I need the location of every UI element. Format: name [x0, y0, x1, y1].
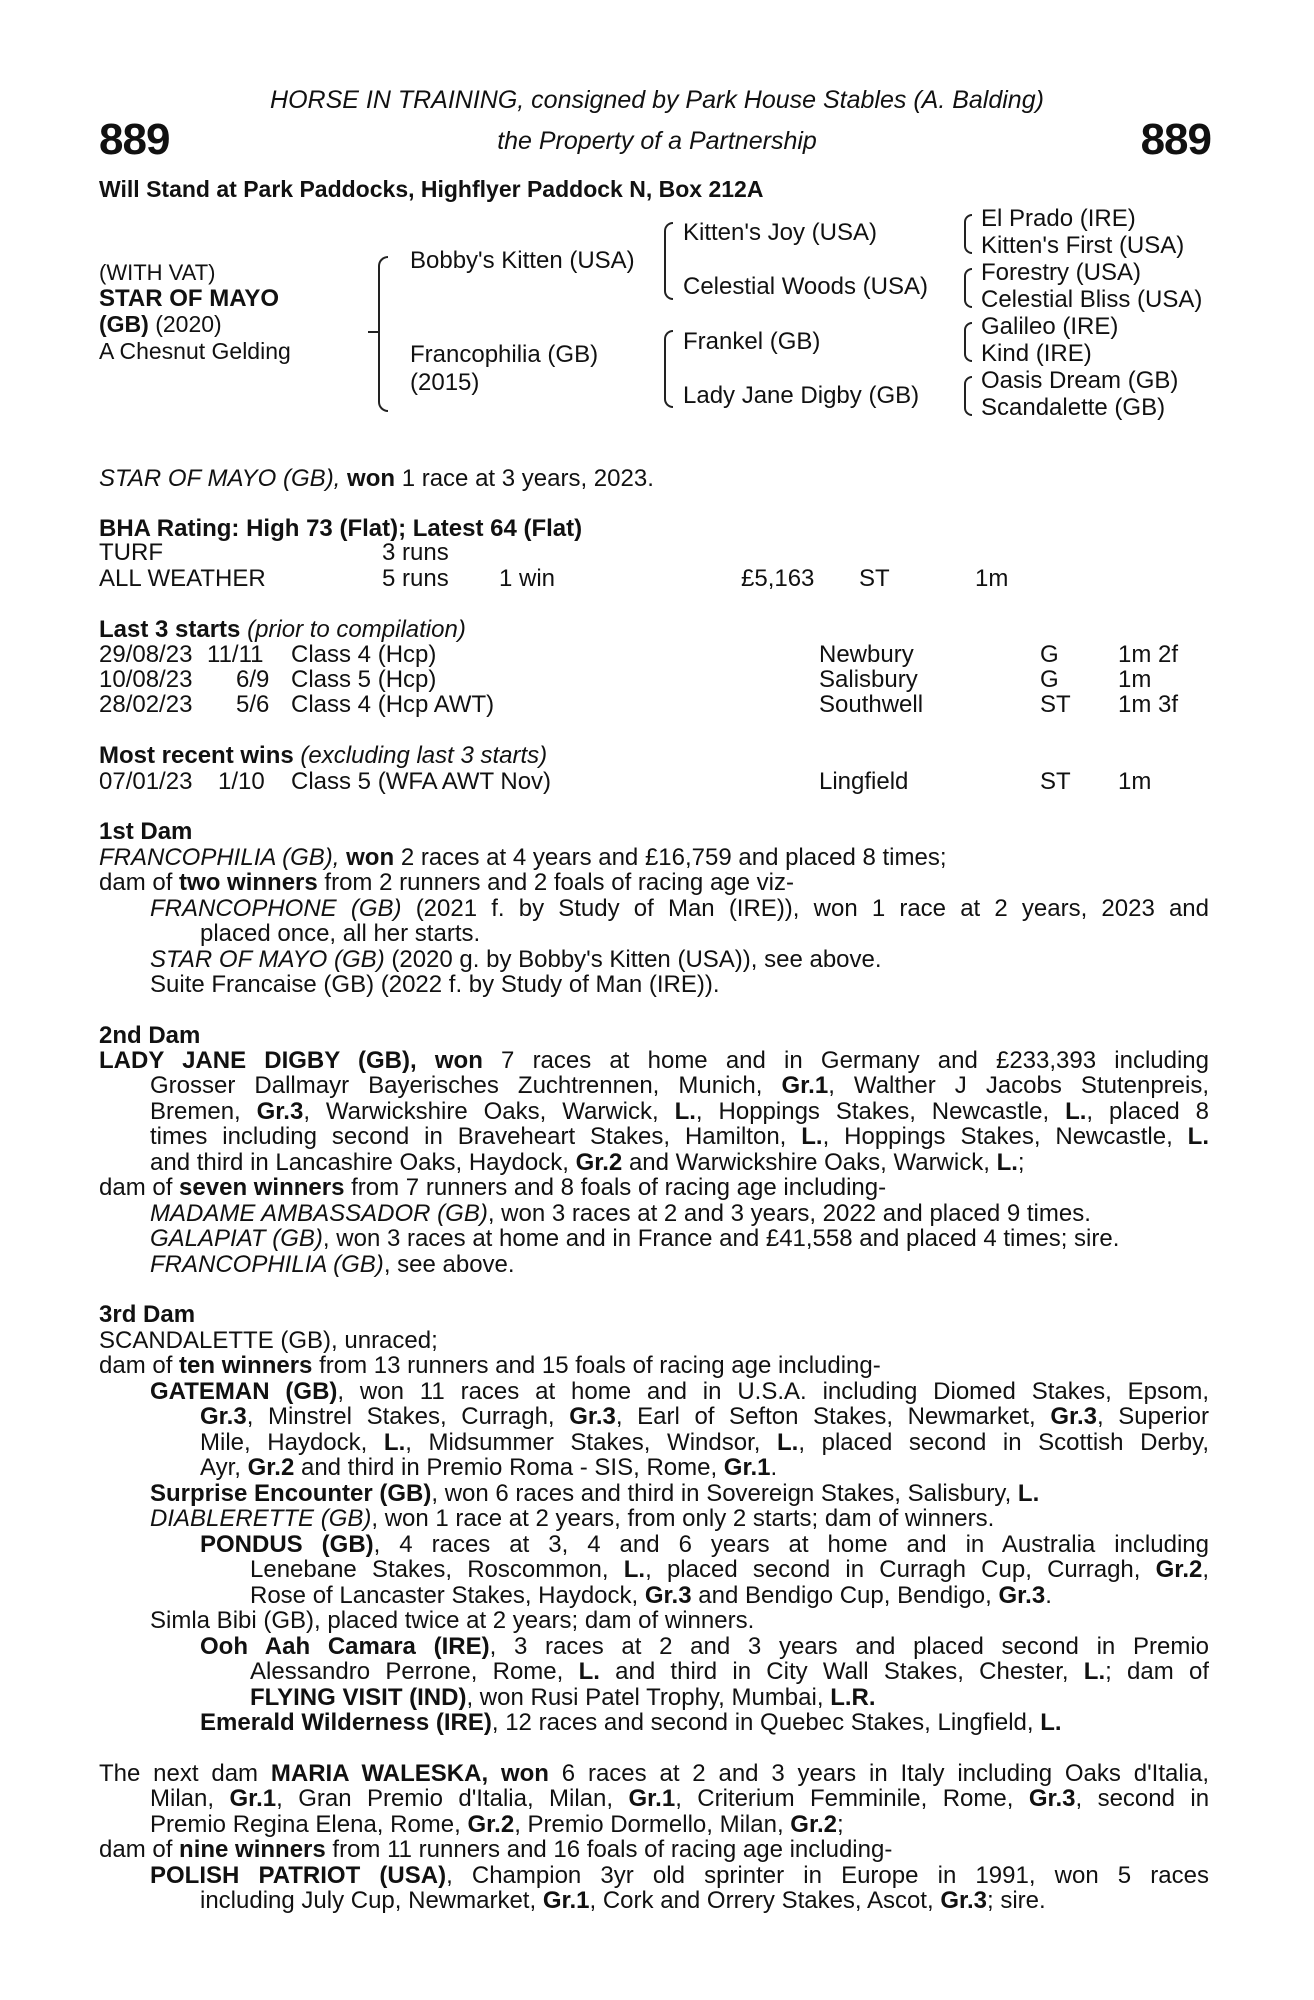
dam3-line: Emerald Wilderness (IRE), 12 races and second in Quebec Stakes, Lingfield, L.: [200, 1709, 1062, 1736]
stabling-line: Will Stand at Park Paddocks, Highflyer Paddock N, Box 212A: [99, 176, 764, 202]
race-summary: STAR OF MAYO (GB), won 1 race at 3 years, 2023.: [99, 465, 654, 492]
dam3-line: Alessandro Perrone, Rome, L. and third in City Wall Stakes, Chester, L.; dam of: [250, 1659, 1209, 1685]
pedigree-dam-sire: Frankel (GB): [683, 328, 821, 355]
pedigree-brace-g3: [964, 322, 972, 362]
dam3-line: Mile, Haydock, L., Midsummer Stakes, Windsor, L., placed second in Scottish Derby,: [200, 1430, 1209, 1456]
dam2-line: MADAME AMBASSADOR (GB), won 3 races at 2 and 3 years, 2022 and placed 9 times.: [150, 1200, 1091, 1227]
vat-label: (WITH VAT): [99, 260, 216, 285]
dam2-line: dam of seven winners from 7 runners and 8 foals of racing age including-: [99, 1174, 887, 1201]
lot-number-left: 889: [99, 115, 170, 164]
dam3-line: DIABLERETTE (GB), won 1 race at 2 years, from only 2 starts; dam of winners.: [150, 1505, 995, 1532]
pedigree-ggp-8: Scandalette (GB): [981, 394, 1166, 421]
next-dam-line: dam of nine winners from 11 runners and 16 foals of racing age including-: [99, 1836, 893, 1863]
pedigree-brace-g2: [964, 268, 972, 308]
dam3-line: GATEMAN (GB), won 11 races at home and in U.S.A. including Diomed Stakes, Epsom,: [150, 1379, 1209, 1405]
dam3-line: Simla Bibi (GB), placed twice at 2 years; dam of winners.: [150, 1607, 755, 1634]
dam1-line: Suite Francaise (GB) (2022 f. by Study of Man (IRE)).: [150, 971, 720, 998]
dam1-line: FRANCOPHONE (GB) (2021 f. by Study of Man (IRE)), won 1 race at 2 years, 2023 and: [150, 896, 1209, 922]
table-row: 07/01/23 1/10 Class 5 (WFA AWT Nov) Lingfield ST 1m: [99, 768, 1152, 795]
dam3-line: Gr.3, Minstrel Stakes, Curragh, Gr.3, Earl of Sefton Stakes, Newmarket, Gr.3, Superior: [200, 1404, 1209, 1430]
dam1-line: STAR OF MAYO (GB) (2020 g. by Bobby's Kitten (USA)), see above.: [150, 946, 882, 973]
pedigree-dam: Francophilia (GB): [410, 341, 599, 368]
last-starts-heading: Last 3 starts (prior to compilation): [99, 616, 466, 643]
consignor-line: HORSE IN TRAINING, consigned by Park House Stables (A. Balding): [270, 86, 1044, 114]
aw-record: ALL WEATHER 5 runs 1 win £5,163 ST 1m: [99, 565, 1009, 592]
recent-wins-heading: Most recent wins (excluding last 3 starts): [99, 742, 548, 769]
dam3-line: SCANDALETTE (GB), unraced;: [99, 1327, 438, 1354]
pedigree-ggp-7: Oasis Dream (GB): [981, 367, 1179, 394]
dam3-line: Rose of Lancaster Stakes, Haydock, Gr.3 and Bendigo Cup, Bendigo, Gr.3.: [250, 1582, 1052, 1609]
pedigree-ggp-1: El Prado (IRE): [981, 205, 1136, 232]
lot-number-right: 889: [1140, 115, 1211, 164]
property-line: the Property of a Partnership: [497, 127, 817, 155]
dam2-line: and third in Lancashire Oaks, Haydock, Gr.2 and Warwickshire Oaks, Warwick, L.;: [150, 1149, 1025, 1176]
horse-name: STAR OF MAYO: [99, 285, 280, 312]
dam2-line: times including second in Braveheart Stakes, Hamilton, L., Hoppings Stakes, Newcastle, L.: [150, 1124, 1209, 1150]
dam3-line: Ayr, Gr.2 and third in Premio Roma - SIS, Rome, Gr.1.: [200, 1454, 778, 1481]
dam1-heading: 1st Dam: [99, 818, 193, 845]
pedigree-ggp-6: Kind (IRE): [981, 340, 1092, 367]
pedigree-sire-sire: Kitten's Joy (USA): [683, 219, 877, 246]
dam3-line: dam of ten winners from 13 runners and 15 foals of racing age including-: [99, 1352, 881, 1379]
dam1-line: FRANCOPHILIA (GB), won 2 races at 4 years and £16,759 and placed 8 times;: [99, 844, 947, 871]
pedigree-ggp-2: Kitten's First (USA): [981, 232, 1185, 259]
pedigree-brace-dam: [664, 330, 673, 408]
dam3-line: FLYING VISIT (IND), won Rusi Patel Trophy, Mumbai, L.R.: [250, 1684, 876, 1711]
bha-rating: BHA Rating: High 73 (Flat); Latest 64 (Flat): [99, 515, 583, 542]
pedigree-ggp-5: Galileo (IRE): [981, 313, 1119, 340]
pedigree-brace-main: [378, 256, 388, 412]
dam3-heading: 3rd Dam: [99, 1301, 196, 1328]
dam2-line: Bremen, Gr.3, Warwickshire Oaks, Warwick, L., Hoppings Stakes, Newcastle, L., placed 8: [150, 1099, 1209, 1125]
horse-description: A Chesnut Gelding: [99, 338, 291, 364]
table-row: 29/08/23 11/11 Class 4 (Hcp) Newbury G 1m 2f: [99, 641, 1179, 668]
pedigree-ggp-4: Celestial Bliss (USA): [981, 286, 1203, 313]
pedigree-sire-dam: Celestial Woods (USA): [683, 273, 928, 300]
next-dam-line: The next dam MARIA WALESKA, won 6 races at 2 and 3 years in Italy including Oaks d'Italia,: [99, 1761, 1209, 1787]
pedigree-brace-sire: [664, 222, 673, 300]
next-dam-line: Milan, Gr.1, Gran Premio d'Italia, Milan, Gr.1, Criterium Femminile, Rome, Gr.3, second in: [150, 1786, 1209, 1812]
pedigree-brace-g4: [964, 376, 972, 416]
dam1-line: dam of two winners from 2 runners and 2 foals of racing age viz-: [99, 869, 794, 896]
pedigree-dam-year: (2015): [410, 369, 480, 396]
next-dam-line: Premio Regina Elena, Rome, Gr.2, Premio Dormello, Milan, Gr.2;: [150, 1811, 844, 1838]
dam3-line: PONDUS (GB), 4 races at 3, 4 and 6 years at home and in Australia including: [200, 1532, 1209, 1558]
dam2-heading: 2nd Dam: [99, 1022, 201, 1049]
pedigree-dam-dam: Lady Jane Digby (GB): [683, 382, 920, 409]
pedigree-ggp-3: Forestry (USA): [981, 259, 1142, 286]
dam3-line: Lenebane Stakes, Roscommon, L., placed second in Curragh Cup, Curragh, Gr.2,: [250, 1557, 1209, 1583]
next-dam-line: including July Cup, Newmarket, Gr.1, Cork and Orrery Stakes, Ascot, Gr.3; sire.: [200, 1887, 1046, 1914]
dam1-line: placed once, all her starts.: [200, 920, 481, 947]
dam2-line: Grosser Dallmayr Bayerisches Zuchtrennen, Munich, Gr.1, Walther J Jacobs Stutenpreis,: [150, 1073, 1209, 1099]
dam3-line: Ooh Aah Camara (IRE), 3 races at 2 and 3 years and placed second in Premio: [200, 1634, 1209, 1660]
dam3-line: Surprise Encounter (GB), won 6 races and third in Sovereign Stakes, Salisbury, L.: [150, 1480, 1040, 1507]
table-row: 28/02/23 5/6 Class 4 (Hcp AWT) Southwell ST 1m 3f: [99, 691, 1179, 718]
table-row: 10/08/23 6/9 Class 5 (Hcp) Salisbury G 1m: [99, 666, 1152, 693]
turf-record: TURF 3 runs: [99, 539, 449, 566]
horse-origin-year: (GB) (2020): [99, 311, 222, 337]
pedigree-sire: Bobby's Kitten (USA): [410, 247, 635, 274]
next-dam-line: POLISH PATRIOT (USA), Champion 3yr old sprinter in Europe in 1991, won 5 races: [150, 1863, 1209, 1889]
dam2-line: GALAPIAT (GB), won 3 races at home and in France and £41,558 and placed 4 times; sire.: [150, 1225, 1120, 1252]
pedigree-brace-main-tip: [368, 331, 378, 333]
dam2-line: FRANCOPHILIA (GB), see above.: [150, 1251, 515, 1278]
dam2-line: LADY JANE DIGBY (GB), won 7 races at home and in Germany and £233,393 including: [99, 1048, 1209, 1074]
pedigree-brace-g1: [964, 214, 972, 254]
